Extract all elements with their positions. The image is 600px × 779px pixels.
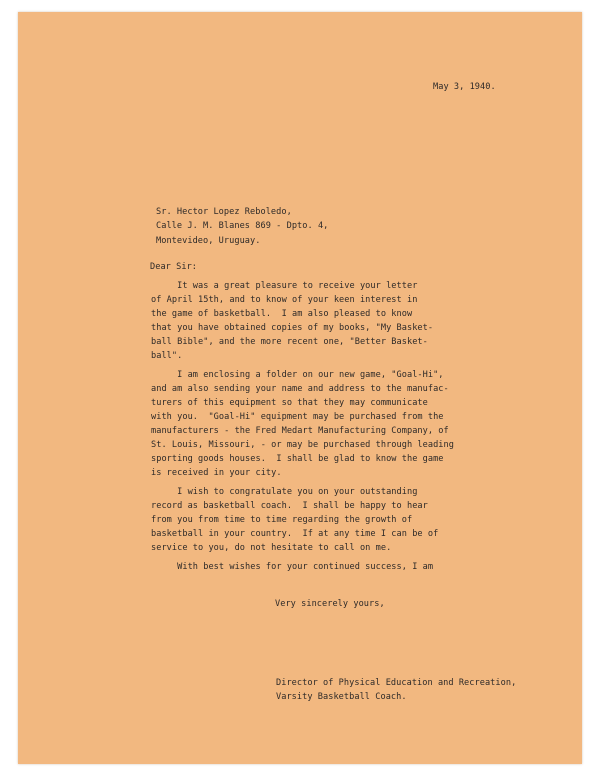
paragraph-2-line-5: manufacturers - the Fred Medart Manufacturing Company, of: [151, 426, 449, 436]
paragraph-3-line-2: record as basketball coach. I shall be happy to hear: [151, 501, 428, 511]
paragraph-1-line-3: the game of basketball. I am also pleased to know: [151, 309, 413, 319]
letter-page: [18, 12, 582, 764]
signature-title-2: Varsity Basketball Coach.: [276, 692, 407, 702]
paragraph-4-line-1: With best wishes for your continued success, I am: [151, 562, 434, 572]
recipient-city: Montevideo, Uruguay.: [156, 236, 261, 246]
letter-date: May 3, 1940.: [433, 82, 496, 92]
paragraph-3-line-1: I wish to congratulate you on your outstanding: [151, 487, 418, 497]
paragraph-1-line-2: of April 15th, and to know of your keen interest in: [151, 295, 418, 305]
paragraph-2-line-2: and am also sending your name and address to the manufac-: [151, 384, 449, 394]
paragraph-2-line-4: with you. "Goal-Hi" equipment may be purchased from the: [151, 412, 444, 422]
paragraph-1-line-6: ball".: [151, 351, 183, 361]
paragraph-2-line-3: turers of this equipment so that they may communicate: [151, 398, 428, 408]
paragraph-2-line-1: I am enclosing a folder on our new game, "Goal-Hi",: [151, 370, 444, 380]
paragraph-1-line-1: It was a great pleasure to receive your letter: [151, 281, 418, 291]
salutation: Dear Sir:: [150, 262, 198, 272]
paragraph-3-line-3: from you from time to time regarding the growth of: [151, 515, 413, 525]
paragraph-1-line-4: that you have obtained copies of my books, "My Basket-: [151, 323, 434, 333]
paragraph-3-line-4: basketball in your country. If at any time I can be of: [151, 529, 439, 539]
complimentary-close: Very sincerely yours,: [275, 599, 385, 609]
recipient-street: Calle J. M. Blanes 869 - Dpto. 4,: [156, 221, 329, 231]
recipient-name: Sr. Hector Lopez Reboledo,: [156, 207, 292, 217]
paragraph-3-line-5: service to you, do not hesitate to call on me.: [151, 543, 392, 553]
paragraph-2-line-6: St. Louis, Missouri, - or may be purchased through leading: [151, 440, 454, 450]
paragraph-2-line-8: is received in your city.: [151, 468, 282, 478]
paragraph-2-line-7: sporting goods houses. I shall be glad to know the game: [151, 454, 444, 464]
signature-title-1: Director of Physical Education and Recreation,: [276, 678, 517, 688]
paragraph-1-line-5: ball Bible", and the more recent one, "Better Basket-: [151, 337, 428, 347]
